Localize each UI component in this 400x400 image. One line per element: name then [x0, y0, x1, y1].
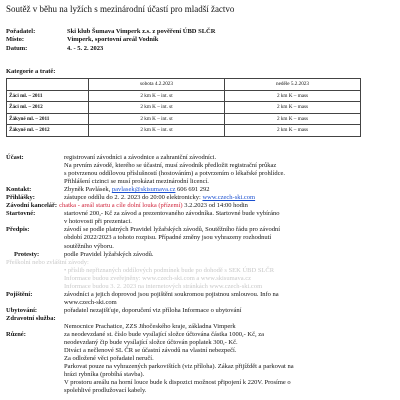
date-label: Datum:: [6, 44, 28, 52]
misc-text: Parkovat pouze na vyhrazených parkovištích (viz příloha). Zákaz přijíždět a parkovat na: [64, 363, 294, 371]
insurance-text: závodníci a jejich doprovod jsou pojištěni soukromou pojistnou smlouvou. Info na: [64, 290, 279, 298]
text-line: [6, 355, 396, 363]
faded-text: Informace budou 3. 2. 2023 na internetových stránkách www.czech-ski.com: [64, 282, 263, 290]
table-row: [7, 113, 361, 125]
insurance-label: Pojištění:: [6, 290, 33, 298]
misc-text: Diváci a nečlenové SL ČR se účastní závodů na vlastní nebezpečí.: [64, 347, 237, 355]
spacer: [6, 379, 64, 387]
medical-row: [6, 315, 396, 323]
text-line: [6, 363, 396, 371]
table-row: [7, 90, 361, 102]
rules-row: [6, 226, 396, 234]
race-office-time: 3.2.2023 od 14:00 hodin: [182, 202, 248, 210]
faded-text: Informace budou zveřejněny: www.czech-ski.com a www.skisumava.cz: [64, 274, 252, 282]
contact-label: Kontakt:: [6, 186, 32, 194]
text-line: [6, 243, 396, 251]
rules-label: Předpis:: [6, 226, 30, 234]
race-office-label: Závodní kancelář:: [6, 202, 58, 210]
text-line: [6, 379, 396, 387]
accommodation-row: [6, 307, 396, 315]
misc-text: za neodevzdané st. číslo bude vysílající složce účtována částka 1000,- Kč, za: [64, 331, 264, 339]
spacer: [6, 299, 64, 307]
header-info: [6, 28, 215, 53]
medical-label: Zdravotní služba:: [6, 314, 56, 322]
participation-text: Na prvním závodě, kterého se účastní, musí závodník předložit registrační průkaz: [64, 162, 277, 170]
saturday-race: 2 km K – int. st: [89, 90, 225, 102]
protests-row: [6, 251, 396, 259]
text-line: [6, 178, 396, 186]
misc-label: Různé:: [6, 331, 26, 339]
category-name: Žáci ml. – 2012: [7, 102, 89, 114]
spacer: [6, 363, 64, 371]
misc-text: V prostoru areálu na horní louce bude k dispozici možnost připojení k 220V. Prosíme o: [64, 379, 291, 387]
table-row: [7, 125, 361, 137]
protests-label: Protesty:: [14, 250, 40, 258]
faded-text-line: [6, 283, 396, 291]
text-line: [6, 170, 396, 178]
text-line: [6, 387, 396, 395]
organizer-value: Ski klub Šumava Vimperk z.s. z pověření ÚBD SLČR: [67, 28, 216, 35]
insurance-row: [6, 291, 396, 299]
applications-label: Přihlášky:: [6, 194, 35, 202]
table-cell: [7, 79, 89, 91]
entry-fee-row: [6, 210, 396, 218]
place-label: Místo:: [6, 36, 25, 44]
spacer: [6, 243, 64, 251]
table-row: [7, 102, 361, 114]
applications-text: zástupce oddílu do 2. 2. 2023 do 20:00 elektronicky:: [64, 194, 203, 202]
text-line: [6, 218, 396, 226]
applications-value: [64, 194, 396, 202]
rules-section: [6, 154, 396, 395]
misc-text: Za odložené věci pořadatel neručí.: [64, 355, 154, 363]
saturday-race: 2 km K – int. st: [89, 113, 225, 125]
text-line: [6, 339, 396, 347]
text-line: [6, 299, 396, 307]
table-header-saturday: sobota 4.2.2023: [89, 79, 225, 91]
table-header-row: [7, 79, 361, 91]
medical-text: Nemocnice Prachatice, ZZS Jihočeského kraje, základna Vimperk: [64, 322, 236, 330]
participation-label: Účast:: [6, 154, 24, 161]
spacer: [6, 218, 64, 226]
faded-text: Přeškolní nebo zvláštní závody:: [6, 258, 89, 266]
category-name: Žákyně ml. – 2011: [7, 113, 89, 125]
organizer-row: [6, 28, 215, 36]
participation-text: registrovaní závodníci a závodnice a zahraniční závodníci.: [64, 154, 217, 161]
participation-row: [6, 154, 396, 162]
table-header-sunday: neděle 5.2.2023: [225, 79, 361, 91]
sunday-race: 2 km K – mass: [225, 125, 361, 137]
rules-text: období 2022/2023 a tohoto rozpisu. Případné změny jsou vyhrazeny rozhodnutí: [64, 234, 272, 242]
entry-fee-text: startovné 200,- Kč za závod a prezentovaného závodníka. Startovné bude vybíráno: [64, 210, 280, 218]
race-office-value: [59, 202, 396, 210]
faded-text-line: [6, 275, 396, 283]
spacer: [6, 323, 64, 331]
accommodation-text: pořadatel nezajišťuje, doporučení viz příloha Informace o ubytování: [64, 306, 242, 314]
misc-text: neodevzdaný čip bude vysílající složce účtován poplatek 300,- Kč.: [64, 339, 238, 347]
spacer: [6, 347, 64, 355]
protests-text: podle Pravidel lyžařských závodů.: [64, 250, 154, 258]
participation-text: Přihlášení cizinci se musí prokázat mezinárodní licencí.: [64, 178, 209, 186]
category-name: Žákyně ml. – 2012: [7, 125, 89, 137]
applications-row: [6, 194, 396, 202]
saturday-race: 2 km K – int. st: [89, 102, 225, 114]
spacer: [6, 339, 64, 347]
spacer: [6, 355, 64, 363]
contact-phone: 606 691 292: [175, 186, 210, 194]
rules-text: závodí se podle platných Pravidel lyžařských závodů, Soutěžního řádu pro závodní: [64, 226, 281, 234]
text-line: [6, 162, 396, 170]
text-line: [6, 323, 396, 331]
text-line: [6, 234, 396, 242]
contact-name: Zbyněk Pavlásek,: [64, 186, 112, 194]
contact-value: [64, 186, 396, 194]
sunday-race: 2 km K – mass: [225, 113, 361, 125]
saturday-race: 2 km K – int. st: [89, 125, 225, 137]
spacer: [6, 267, 64, 275]
spacer: [6, 162, 64, 170]
contact-row: [6, 186, 396, 194]
faded-text: • příslib nepřiznaných oddílových podmínek bude po dohodě s SEK ÚBD SLČR: [64, 266, 275, 274]
spacer: [6, 178, 64, 186]
text-line: [6, 371, 396, 379]
category-name: Žáci ml. – 2011: [7, 90, 89, 102]
entry-fee-text: v hotovosti při prezentaci.: [64, 218, 132, 226]
faded-text-line: [6, 267, 396, 275]
place-value: Vimperk, sportovní areál Vodník: [67, 36, 159, 44]
sunday-race: 2 km K – mass: [225, 90, 361, 102]
contact-email-link[interactable]: pavlasek@skisumava.cz: [111, 186, 176, 194]
place-row: [6, 36, 215, 44]
misc-text: hrázi rybníka (probíhá stavba).: [64, 371, 145, 379]
accommodation-label: Ubytování:: [6, 306, 38, 314]
czech-ski-link[interactable]: www.czech-ski.com: [202, 194, 256, 202]
text-line: [6, 347, 396, 355]
race-office-location: chatka - areál startu a cíle dolní louka (přízemí): [59, 202, 183, 210]
rules-text: soutěžního výboru.: [64, 242, 114, 250]
insurance-link[interactable]: www.czech-ski.com: [64, 298, 117, 306]
page-title: Soutěž v běhu na lyžích s mezinárodní účastí pro mladší žactvo: [6, 4, 235, 14]
entry-fee-label: Startovné:: [6, 210, 36, 218]
misc-text: spolehlivé prodlužovací kabely.: [64, 387, 147, 395]
categories-heading: Kategorie a tratě:: [6, 68, 56, 75]
race-office-row: [6, 202, 396, 210]
organizer-label: Pořadatel:: [6, 28, 36, 35]
spacer: [6, 170, 64, 178]
date-value: 4. - 5. 2. 2023: [67, 44, 104, 52]
misc-row: [6, 331, 396, 339]
sunday-race: 2 km K – mass: [225, 102, 361, 114]
date-row: [6, 45, 215, 53]
spacer: [6, 283, 64, 291]
spacer: [6, 275, 64, 283]
spacer: [6, 387, 64, 395]
spacer: [6, 234, 64, 242]
participation-text: s potvrzenou oddílovou příslušností (hostováním) a potvrzením o lékařské prohlídce.: [64, 170, 285, 178]
categories-table: [6, 78, 361, 137]
spacer: [6, 371, 64, 379]
faded-text-line: [6, 259, 396, 267]
